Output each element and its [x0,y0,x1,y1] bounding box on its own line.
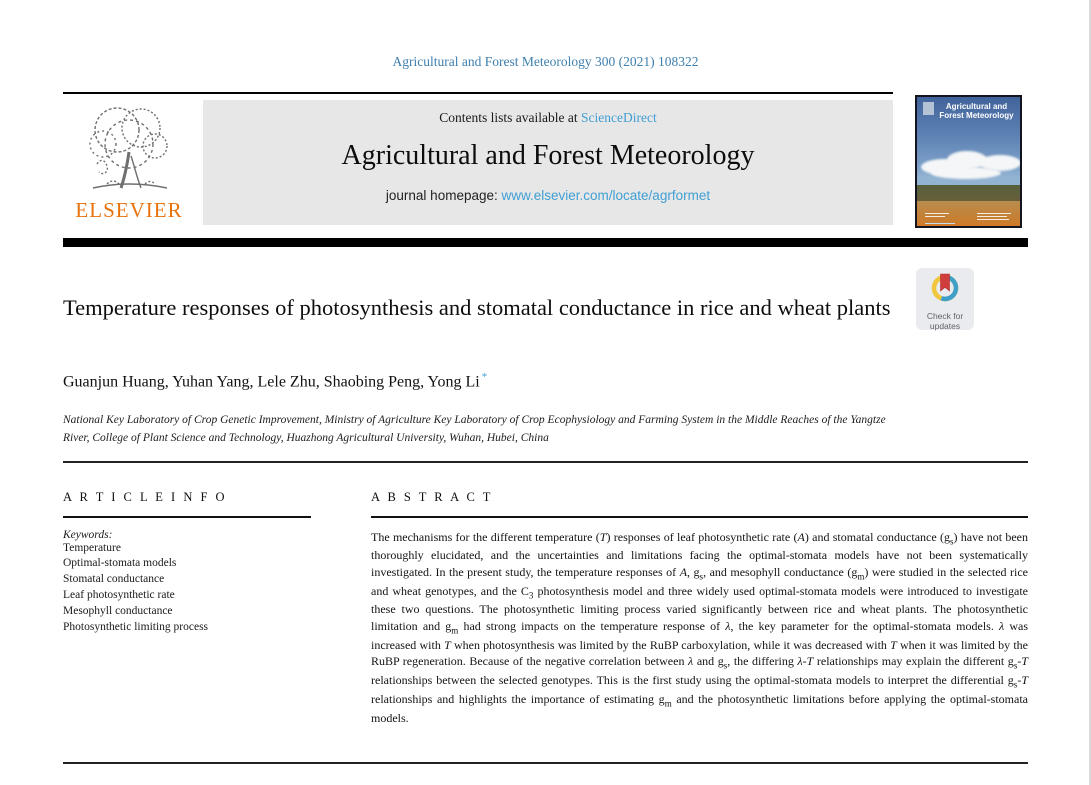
journal-cover-thumbnail [915,95,1022,228]
page-bottom-rule [63,762,1028,764]
cover-cloud [931,167,1001,179]
sciencedirect-link[interactable]: ScienceDirect [581,110,657,125]
info-top-rule [63,461,1028,463]
homepage-line [203,188,893,203]
header-divider-bar [63,238,1028,247]
keyword-item: Optimal-stomata models [63,557,177,570]
article-title: Temperature responses of photosynthesis and stomatal conductance in rice and wheat plants [63,295,891,320]
elsevier-tree-icon [79,100,179,200]
check-for-updates-icon [927,272,963,306]
article-info-rule [63,516,311,518]
keyword-item: Mesophyll conductance [63,604,173,617]
journal-citation: Agricultural and Forest Meteorology 300 (2021) 108322 [392,54,699,69]
contents-line [203,110,893,126]
cover-publisher-logo [923,102,934,115]
keyword-item: Photosynthetic limiting process [63,620,209,633]
article-info-column [63,490,311,636]
author-names: Guanjun Huang, Yuhan Yang, Lele Zhu, Shaobing Peng, Yong Li [63,373,480,391]
keyword-item: Leaf photosynthetic rate [63,589,175,602]
article-info-heading: A R T I C L E I N F O [63,490,228,504]
journal-title: Agricultural and Forest Meteorology [341,140,755,171]
keyword-item: Stomatal conductance [63,573,165,586]
abstract-heading: A B S T R A C T [371,490,493,504]
abstract-rule [371,516,1028,518]
abstract-text: The mechanisms for the different temperature (T) responses of leaf photosynthetic rate (A) and stomatal conductance $(g_s)$ have not been thoroughly elucidated, and the uncertainties and limitations facing the optimal-stomata models have not been systematically investigated. In the present study, the temperature responses of A, $g_s$, and mesophyll conductance $(g_m)$ were studied in the selected rice and wheat genotypes, and the $C_3$ photosynthesis model and three widely used optimal-stomata models were introduced to investigate these two questions. The photosynthetic limiting process varied significantly between rice and wheat plants. The photosynthetic limitation and $g_m$ had strong impacts on the temperature response of λ, the key parameter for the optimal-stomata models. λ was increased with T when photosynthesis was limited by the RuBP carboxylation, while it was decreased with T when it was limited by the RuBP regeneration. Because of the negative correlation between λ and $g_s$, the differing λ-T relationships may explain the different $g_s-T$ relationships between the selected genotypes. This is the first study using the optimal-stomata models to interpret the differential $g_s-T$ relationships and highlights the importance of estimating $g_m$ and the photosynthetic limitations before applying the optimal-stomata models. [371,529,1029,725]
check-badge-line2: updates [929,321,961,332]
elsevier-logo [63,100,195,228]
check-badge-line1: Check for [926,311,964,321]
abstract-column [371,490,1028,726]
author-list [63,371,487,391]
homepage-prefix: journal homepage: [385,188,502,203]
keyword-item: Temperature [63,541,121,554]
contents-prefix: Contents lists available at [439,110,581,125]
author-affiliation: National Key Laboratory of Crop Genetic Improvement, Ministry of Agriculture Key Laboratory of Crop Ecophysiology and Farming System in the Middle Reaches of the Yangtze River, College of Plant Science and Technology, Huazhong Agricultural University, Wuhan, Hubei, China [63,414,886,444]
cover-title: Agricultural and Forest Meteorology [939,102,1014,121]
header-top-rule [63,92,893,94]
elsevier-wordmark: ELSEVIER [75,198,183,222]
homepage-link[interactable]: www.elsevier.com/locate/agrformet [501,188,711,203]
keywords-label: Keywords: [63,528,113,541]
journal-header-banner [203,100,893,225]
corresponding-author-mark[interactable]: * [481,371,488,383]
check-for-updates-badge[interactable] [916,268,974,330]
